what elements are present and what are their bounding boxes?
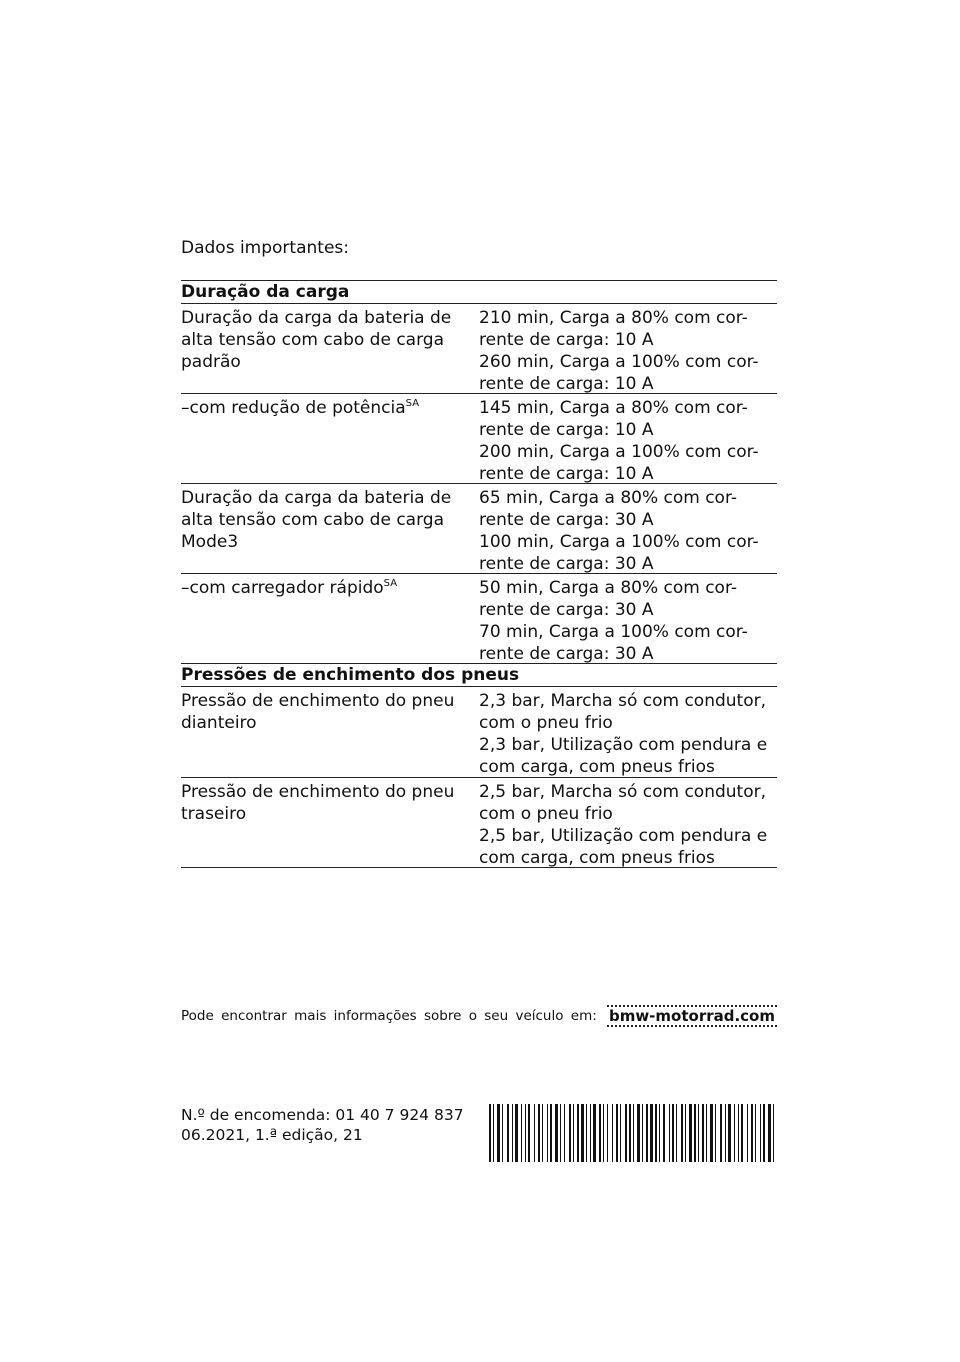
barcode-bar bbox=[715, 1104, 716, 1162]
barcode-bar bbox=[725, 1104, 726, 1162]
barcode-bar bbox=[720, 1104, 722, 1162]
barcode-bar bbox=[738, 1104, 739, 1162]
edition-info: 06.2021, 1.ª edição, 21 bbox=[181, 1126, 363, 1144]
barcode-bar bbox=[755, 1104, 756, 1162]
barcode-bar bbox=[528, 1104, 530, 1162]
value-entry: 2,3 bar, Utilização com pendura e com carga, com pneus frios bbox=[479, 735, 768, 777]
row-label: Pressão de enchimento do pneu dianteiro bbox=[181, 691, 455, 733]
barcode-bar bbox=[669, 1104, 670, 1162]
value-entry: 2,3 bar, Marcha só com condutor, com o pneu frio bbox=[479, 691, 767, 733]
barcode-bar bbox=[676, 1104, 677, 1162]
barcode-bar bbox=[659, 1104, 660, 1162]
barcode-bar bbox=[507, 1104, 509, 1162]
barcode-bar bbox=[702, 1104, 704, 1162]
row-value bbox=[479, 304, 777, 393]
barcode-bar bbox=[672, 1104, 674, 1162]
order-number: N.º de encomenda: 01 40 7 924 837 bbox=[181, 1106, 464, 1124]
barcode-bar bbox=[534, 1104, 535, 1162]
barcode-bar bbox=[747, 1104, 748, 1162]
value-entry: 260 min, Carga a 100% com cor-rente de carga: 10 A bbox=[479, 352, 759, 394]
barcode-bar bbox=[502, 1104, 503, 1162]
table-row bbox=[181, 777, 777, 867]
barcode-bar bbox=[734, 1104, 735, 1162]
row-value bbox=[479, 484, 777, 573]
value-entry: 2,5 bar, Marcha só com condutor, com o pneu frio bbox=[479, 782, 767, 824]
barcode-bar bbox=[497, 1104, 500, 1162]
barcode-bar bbox=[493, 1104, 494, 1162]
value-entry: 210 min, Carga a 80% com cor-rente de carga: 10 A bbox=[479, 308, 748, 350]
table-row bbox=[181, 393, 777, 483]
value-entry: 65 min, Carga a 80% com cor-rente de carga: 30 A bbox=[479, 488, 737, 530]
row-value bbox=[479, 778, 777, 867]
footer-info bbox=[181, 1005, 777, 1027]
row-value bbox=[479, 394, 777, 483]
barcode-bar bbox=[637, 1104, 640, 1162]
section-header-tire-pressure: Pressões de enchimento dos pneus bbox=[181, 663, 777, 686]
barcode-bar bbox=[620, 1104, 621, 1162]
barcode-bar bbox=[573, 1104, 574, 1162]
barcode-bar bbox=[642, 1104, 643, 1162]
barcode-bar bbox=[629, 1104, 631, 1162]
barcode-bar bbox=[698, 1104, 699, 1162]
row-label: Duração da carga da bateria de alta tensão com cabo de carga padrão bbox=[181, 308, 452, 372]
barcode bbox=[487, 1104, 777, 1162]
table-row bbox=[181, 483, 777, 573]
barcode-bar bbox=[560, 1104, 561, 1162]
barcode-bar bbox=[547, 1104, 548, 1162]
section-header-charging: Duração da carga bbox=[181, 280, 777, 303]
barcode-bar bbox=[512, 1104, 513, 1162]
value-entry: 50 min, Carga a 80% com cor-rente de carga: 30 A bbox=[479, 578, 737, 620]
row-value bbox=[479, 687, 777, 777]
barcode-bar bbox=[593, 1104, 596, 1162]
row-label: –com carregador rápido$^{SA}$ bbox=[181, 578, 398, 598]
value-entry: 200 min, Carga a 100% com cor-rente de carga: 10 A bbox=[479, 442, 759, 484]
barcode-bar bbox=[489, 1104, 491, 1162]
barcode-bar bbox=[760, 1104, 761, 1162]
barcode-bar bbox=[663, 1104, 665, 1162]
barcode-bar bbox=[633, 1104, 634, 1162]
barcode-bar bbox=[773, 1104, 774, 1162]
barcode-bar bbox=[650, 1104, 653, 1162]
barcode-bar bbox=[768, 1104, 771, 1162]
barcode-bar bbox=[751, 1104, 753, 1162]
table-row bbox=[181, 303, 777, 393]
footer-info-text: Pode encontrar mais informações sobre o seu veículo em: bbox=[181, 1008, 597, 1024]
barcode-bar bbox=[741, 1104, 743, 1162]
barcode-bar bbox=[577, 1104, 579, 1162]
row-label: Duração da carga da bateria de alta tensão com cabo de carga Mode3 bbox=[181, 488, 452, 552]
data-table bbox=[181, 280, 777, 868]
barcode-bar bbox=[542, 1104, 543, 1162]
intro-text: Dados importantes: bbox=[181, 238, 349, 258]
row-label: –com redução de potência$^{SA}$ bbox=[181, 398, 420, 418]
barcode-bar bbox=[646, 1104, 648, 1162]
barcode-bar bbox=[555, 1104, 558, 1162]
barcode-bar bbox=[590, 1104, 591, 1162]
barcode-bar bbox=[625, 1104, 627, 1162]
barcode-bar bbox=[655, 1104, 657, 1162]
barcode-bar bbox=[689, 1104, 692, 1162]
barcode-bar bbox=[681, 1104, 683, 1162]
row-label: Pressão de enchimento do pneu traseiro bbox=[181, 782, 455, 824]
barcode-bar bbox=[616, 1104, 618, 1162]
value-entry: 100 min, Carga a 100% com cor-rente de carga: 30 A bbox=[479, 532, 759, 574]
barcode-bar bbox=[550, 1104, 552, 1162]
barcode-bar bbox=[694, 1104, 696, 1162]
value-entry: 2,5 bar, Utilização com pendura e com carga, com pneus frios bbox=[479, 826, 768, 868]
order-info bbox=[181, 1105, 464, 1145]
barcode-bar bbox=[710, 1104, 713, 1162]
barcode-bar bbox=[599, 1104, 601, 1162]
barcode-bar bbox=[569, 1104, 571, 1162]
sa-superscript: SA bbox=[383, 578, 398, 589]
value-entry: 145 min, Carga a 80% com cor-rente de carga: 10 A bbox=[479, 398, 748, 440]
barcode-bar bbox=[581, 1104, 584, 1162]
barcode-bar bbox=[586, 1104, 587, 1162]
barcode-bar bbox=[607, 1104, 608, 1162]
value-entry: 70 min, Carga a 100% com cor-rente de carga: 30 A bbox=[479, 622, 748, 664]
table-row bbox=[181, 573, 777, 663]
barcode-bar bbox=[612, 1104, 613, 1162]
barcode-bar bbox=[564, 1104, 565, 1162]
barcode-bar bbox=[521, 1104, 522, 1162]
barcode-bar bbox=[763, 1104, 765, 1162]
table-row bbox=[181, 686, 777, 777]
barcode-bar bbox=[603, 1104, 604, 1162]
barcode-bar bbox=[685, 1104, 686, 1162]
barcode-bar bbox=[515, 1104, 518, 1162]
row-value bbox=[479, 574, 777, 663]
barcode-bar bbox=[728, 1104, 731, 1162]
barcode-bar bbox=[538, 1104, 540, 1162]
barcode-bar bbox=[525, 1104, 526, 1162]
barcode-bar bbox=[706, 1104, 707, 1162]
website-link[interactable]: bmw-motorrad.com bbox=[608, 1007, 775, 1025]
sa-superscript: SA bbox=[405, 398, 420, 409]
